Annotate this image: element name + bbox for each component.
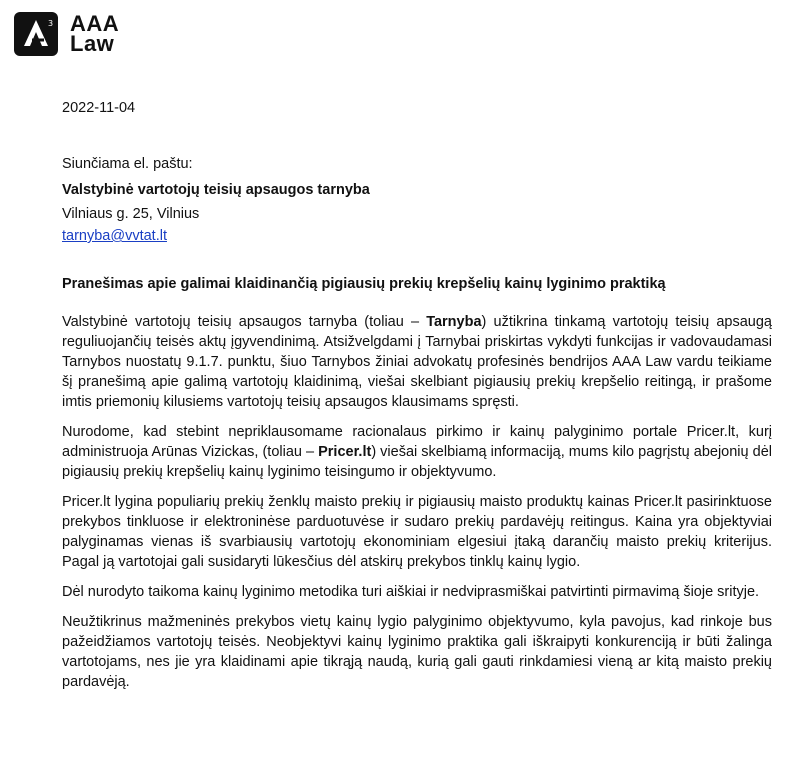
- recipient-address: Vilniaus g. 25, Vilnius: [62, 206, 200, 222]
- logo-wordmark: [70, 11, 120, 56]
- letter-date: 2022-11-04: [62, 100, 136, 116]
- paragraph-1-part-a: Valstybinė vartotojų teisių apsaugos tarnyba (toliau –: [62, 314, 427, 330]
- letter-body: [62, 98, 772, 692]
- paragraph-4: Dėl nurodyto taikoma kainų lyginimo metodika turi aiškiai ir nedviprasmiškai patvirtinti pirmavimą šioje srityje.: [62, 584, 760, 600]
- letter-subject: Pranešimas apie galimai klaidinančią pigiausių prekių krepšelių kainų lyginimo praktiką: [62, 276, 666, 292]
- company-logo: [14, 12, 119, 56]
- recipient-email-link[interactable]: tarnyba@vvtat.lt: [62, 228, 167, 244]
- paragraph-1-part-c: ) užtikrina tinkamą vartotojų teisių apsaugą reguliuojančių teisės aktų įgyvendinimą. Atsižvelgdami į Tarnybai priskirtas vykdyti funkcijas ir vadovaudamasi Tarnybos nuostatų 9.1.7. punktu, šiuo Tarnybos žiniai advokatų profesinės bendrijos AAA Law vardu teikiame šį pranešimą apie galimą vartotojų klaidinimą, viešai skelbiant pigiausių prekių krepšelio reitingą, ir prašome imtis priemonių kilusiems vartotojų teisių apsaugos klausimams spręsti.: [62, 314, 772, 410]
- logo-superscript: 3: [48, 19, 54, 28]
- paragraph-2-part-a: Nurodome, kad stebint nepriklausomame racionalaus pirkimo ir kainų palyginimo portale Pricer.lt, kurį administruoja Arūnas Vizickas, (toliau –: [62, 424, 772, 460]
- logo-line-law: Law: [70, 31, 115, 56]
- recipient-name: Valstybinė vartotojų teisių apsaugos tarnyba: [62, 182, 370, 198]
- aaa-law-logo-mark-icon: [14, 12, 58, 56]
- logo-line-aaa: AAA: [70, 11, 120, 36]
- paragraph-2: [62, 422, 772, 482]
- paragraph-3: Pricer.lt lygina populiarių prekių ženklų maisto prekių ir pigiausių maisto produktų kainas Pricer.lt pasirinktuose prekybos tinkluose ir elektroninėse parduotuvėse ir sudaro prekių pardavėjų reitingus. Kaina yra objektyviai palyginamas vienas iš svarbiausių vartotojų ekonominiam elgesiui įtaką darančių maisto prekių kriterijus. Pagal ją vartotojai gali susidaryti lūkesčius dėl atskirų prekybos tinklų kainų lygio.: [62, 494, 772, 570]
- paragraph-1-bold-term: Tarnyba: [426, 314, 482, 330]
- paragraph-5: Neužtikrinus mažmeninės prekybos vietų kainų lygio palyginimo objektyvumo, kyla pavojus, kad rinkoje bus pažeidžiamos vartotojų teisės. Neobjektyvi kainų lyginimo praktika gali iškraipyti konkurenciją ir būti žalinga vartotojams, nes jie yra klaidinami apie tikrąją naudą, kurią gali gauti rinkdamiesi vieną ar kitą maisto prekių pardavėją.: [62, 614, 772, 690]
- sent-via-label: Siunčiama el. paštu:: [62, 156, 193, 172]
- paragraph-1: [62, 312, 772, 412]
- paragraph-2-bold-term: Pricer.lt: [318, 444, 372, 460]
- paragraph-2-part-c: ) viešai skelbiamą informaciją, mums kilo pagrįstų abejonių dėl pigiausių prekių krepšelių kainų lyginimo teisingumo ir objektyvumo.: [62, 444, 772, 480]
